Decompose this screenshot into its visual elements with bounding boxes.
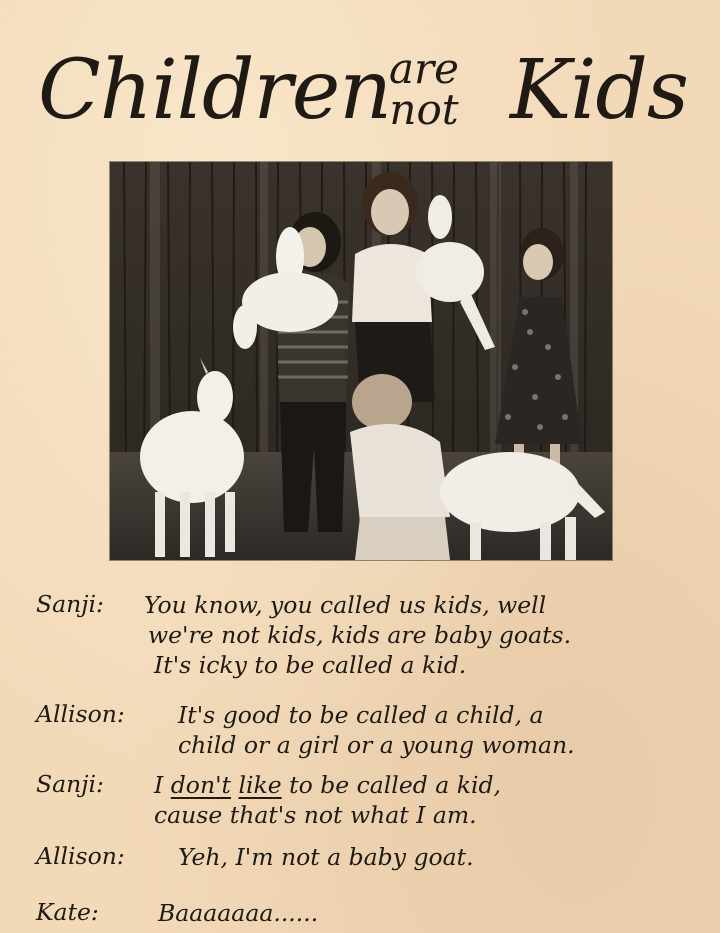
speech-line: child or a girl or a young woman. xyxy=(178,731,575,759)
speaker-name: Sanji: xyxy=(36,590,104,618)
page-title xyxy=(38,28,688,138)
emphasis-dont: don't xyxy=(170,771,231,799)
speech-fragment: I xyxy=(154,771,171,799)
speech-line: Baaaaaaa...... xyxy=(158,899,319,927)
speech-text xyxy=(178,842,474,872)
title-kids: Kids xyxy=(509,43,688,138)
speaker-name: Sanji: xyxy=(36,770,104,798)
speech-fragment: to be called a kid, xyxy=(281,771,501,799)
speech-line: cause that's not what I am. xyxy=(154,801,477,829)
speaker-name: Kate: xyxy=(36,898,99,926)
photo-graphic xyxy=(110,162,612,560)
children-with-goats-photo xyxy=(110,162,612,560)
title-not: not xyxy=(389,85,459,135)
speech-line: It's good to be called a child, a xyxy=(178,701,544,729)
speech-line: Yeh, I'm not a baby goat. xyxy=(178,843,474,871)
title-are-not xyxy=(374,44,474,135)
speech-line: You know, you called us kids, well xyxy=(144,591,547,619)
speech-text xyxy=(158,898,318,928)
speech-text xyxy=(154,770,501,830)
speaker-name: Allison: xyxy=(36,842,125,870)
speech-line: we're not kids, kids are baby goats. xyxy=(148,621,572,649)
title-are: are xyxy=(389,44,459,93)
emphasis-like: like xyxy=(238,771,282,799)
speech-text xyxy=(178,700,575,760)
speech-line: It's icky to be called a kid. xyxy=(154,651,467,679)
speech-line xyxy=(154,770,501,800)
title-children: Children xyxy=(38,43,392,138)
speech-text xyxy=(144,590,571,680)
speaker-name: Allison: xyxy=(36,700,125,728)
